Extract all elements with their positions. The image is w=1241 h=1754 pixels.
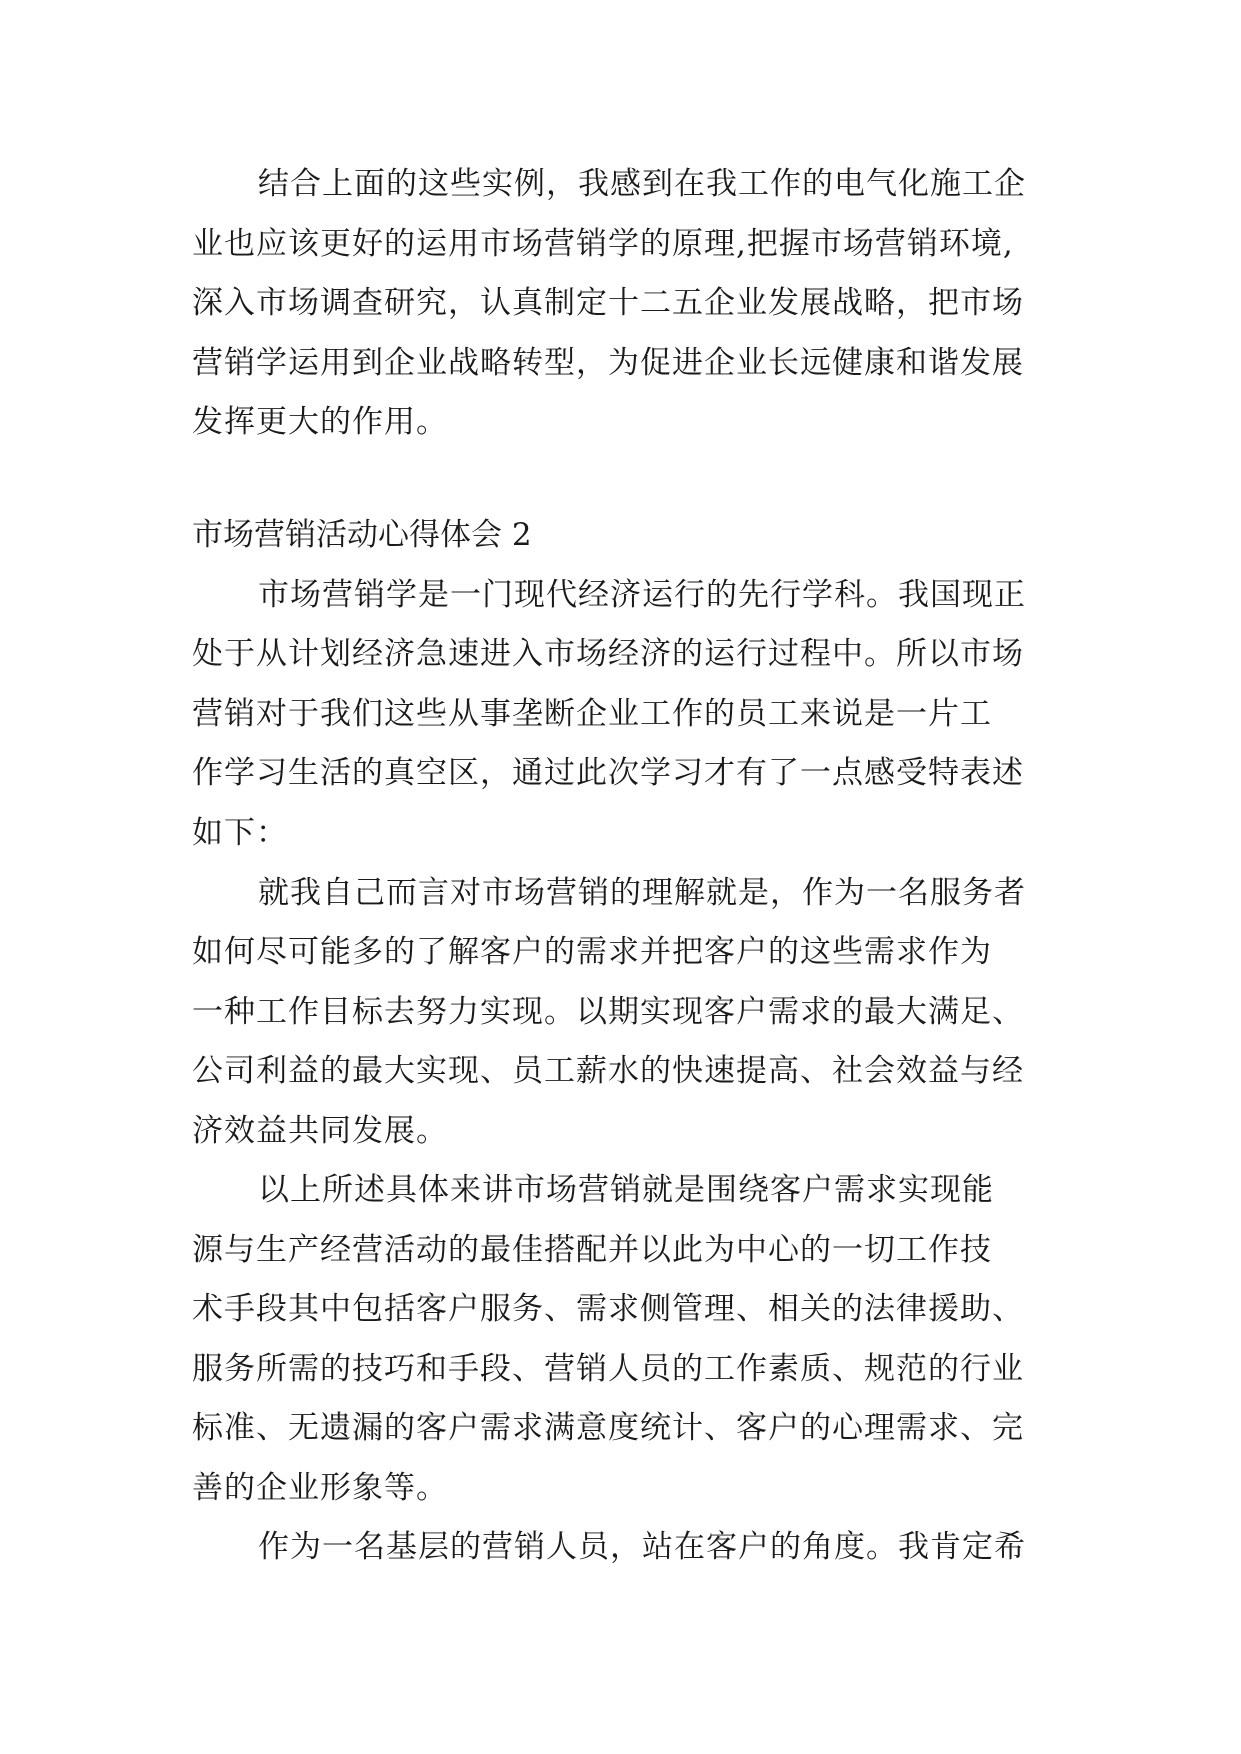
paragraph-line: 深入市场调查研究，认真制定十二五企业发展战略，把市场 bbox=[192, 285, 1024, 321]
paragraph-line: 作为一名基层的营销人员，站在客户的角度。我肯定希 bbox=[258, 1529, 1026, 1565]
paragraph-line: 营销对于我们这些从事垄断企业工作的员工来说是一片工 bbox=[192, 696, 992, 732]
paragraph-line: 标准、无遗漏的客户需求满意度统计、客户的心理需求、完 bbox=[192, 1410, 1024, 1446]
paragraph-line: 如下： bbox=[192, 815, 288, 851]
paragraph-line: 营销学运用到企业战略转型，为促进企业长远健康和谐发展 bbox=[192, 345, 1024, 381]
paragraph-line: 一种工作目标去努力实现。以期实现客户需求的最大满足、 bbox=[192, 994, 1024, 1030]
paragraph-line: 术手段其中包括客户服务、需求侧管理、相关的法律援助、 bbox=[192, 1291, 1024, 1327]
paragraph-line: 发挥更大的作用。 bbox=[192, 404, 448, 440]
paragraph-line: 作学习生活的真空区，通过此次学习才有了一点感受特表述 bbox=[192, 755, 1024, 791]
paragraph-line: 市场营销学是一门现代经济运行的先行学科。我国现正 bbox=[258, 577, 1026, 613]
paragraph-line: 处于从计划经济急速进入市场经济的运行过程中。所以市场 bbox=[192, 636, 1024, 672]
paragraph-line: 源与生产经营活动的最佳搭配并以此为中心的一切工作技 bbox=[192, 1232, 992, 1268]
paragraph-line: 济效益共同发展。 bbox=[192, 1113, 448, 1149]
paragraph-line: 善的企业形象等。 bbox=[192, 1470, 448, 1506]
paragraph-line: 如何尽可能多的了解客户的需求并把客户的这些需求作为 bbox=[192, 934, 992, 970]
section-heading: 市场营销活动心得体会 2 bbox=[192, 517, 532, 553]
paragraph-line: 业也应该更好的运用市场营销学的原理,把握市场营销环境, bbox=[192, 226, 1014, 262]
paragraph-line: 服务所需的技巧和手段、营销人员的工作素质、规范的行业 bbox=[192, 1351, 1024, 1387]
paragraph-line: 结合上面的这些实例，我感到在我工作的电气化施工企 bbox=[258, 166, 1026, 202]
paragraph-line: 就我自己而言对市场营销的理解就是，作为一名服务者 bbox=[258, 875, 1026, 911]
paragraph-line: 以上所述具体来讲市场营销就是围绕客户需求实现能 bbox=[258, 1172, 994, 1208]
paragraph-line: 公司利益的最大实现、员工薪水的快速提高、社会效益与经 bbox=[192, 1053, 1024, 1089]
